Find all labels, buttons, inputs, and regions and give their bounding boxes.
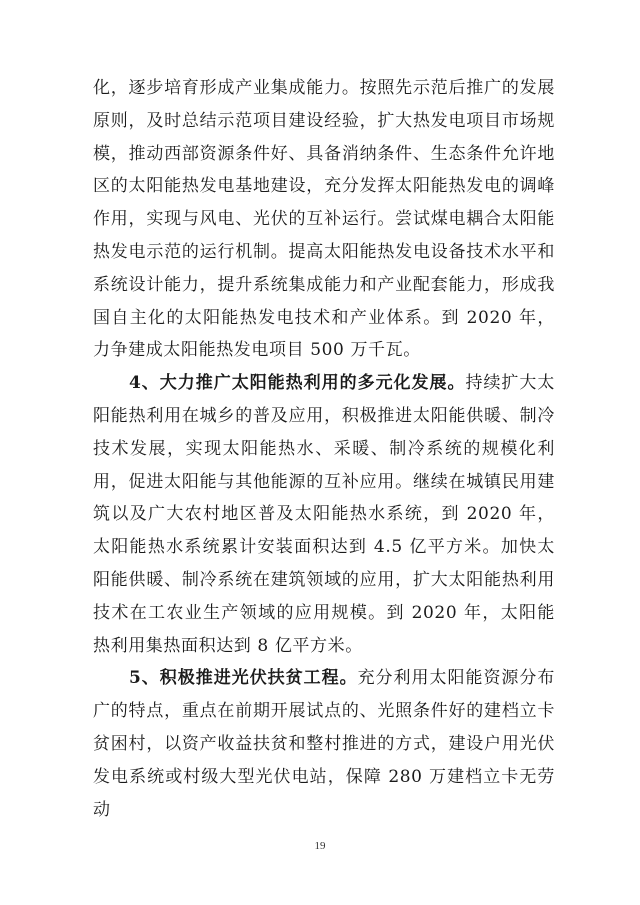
paragraph-text: 持续扩大太阳能热利用在城乡的普及应用，积极推进太阳能供暖、制冷技术发展，实现太阳能热水、采暖、制冷系统的规模化利用，促进太阳能与其他能源的互补应用。继续在城镇民用建筑以及广大农村地区普及太阳能热水系统，到 2020 年，太阳能热水系统累计安装面积达到 4.5 亿平方米。加快太阳能供暖、制冷系统在建筑领域的应用，扩大太阳能热利用技术在工农业生产领域的应用规模。到 2020 年，太阳能热利用集热面积达到 8 亿平方米。 bbox=[93, 373, 555, 656]
paragraph-solar-thermal-utilization bbox=[93, 367, 555, 662]
paragraph-text: 化，逐步培育形成产业集成能力。按照先示范后推广的发展原则，及时总结示范项目建设经验，扩大热发电项目市场规模，推动西部资源条件好、具备消纳条件、生态条件允许地区的太阳能热发电基地建设，充分发挥太阳能热发电的调峰作用，实现与风电、光伏的互补运行。尝试煤电耦合太阳能热发电示范的运行机制。提高太阳能热发电设备技术水平和系统设计能力，提升系统集成能力和产业配套能力，形成我国自主化的太阳能热发电技术和产业体系。到 2020 年，力争建成太阳能热发电项目 500 万千瓦。 bbox=[93, 78, 555, 361]
paragraph-continuation bbox=[93, 72, 555, 367]
paragraph-lead: 4、大力推广太阳能热利用的多元化发展。 bbox=[129, 373, 466, 394]
paragraph-lead: 5、积极推进光伏扶贫工程。 bbox=[129, 668, 358, 689]
paragraph-text: 充分利用太阳能资源分布广的特点，重点在前期开展试点的、光照条件好的建档立卡贫困村，以资产收益扶贫和整村推进的方式，建设户用光伏发电系统或村级大型光伏电站，保障 280 万建档立卡无劳动 bbox=[93, 668, 555, 820]
paragraph-pv-poverty-alleviation bbox=[93, 662, 555, 826]
page-number: 19 bbox=[314, 840, 326, 852]
body-text bbox=[93, 72, 555, 826]
